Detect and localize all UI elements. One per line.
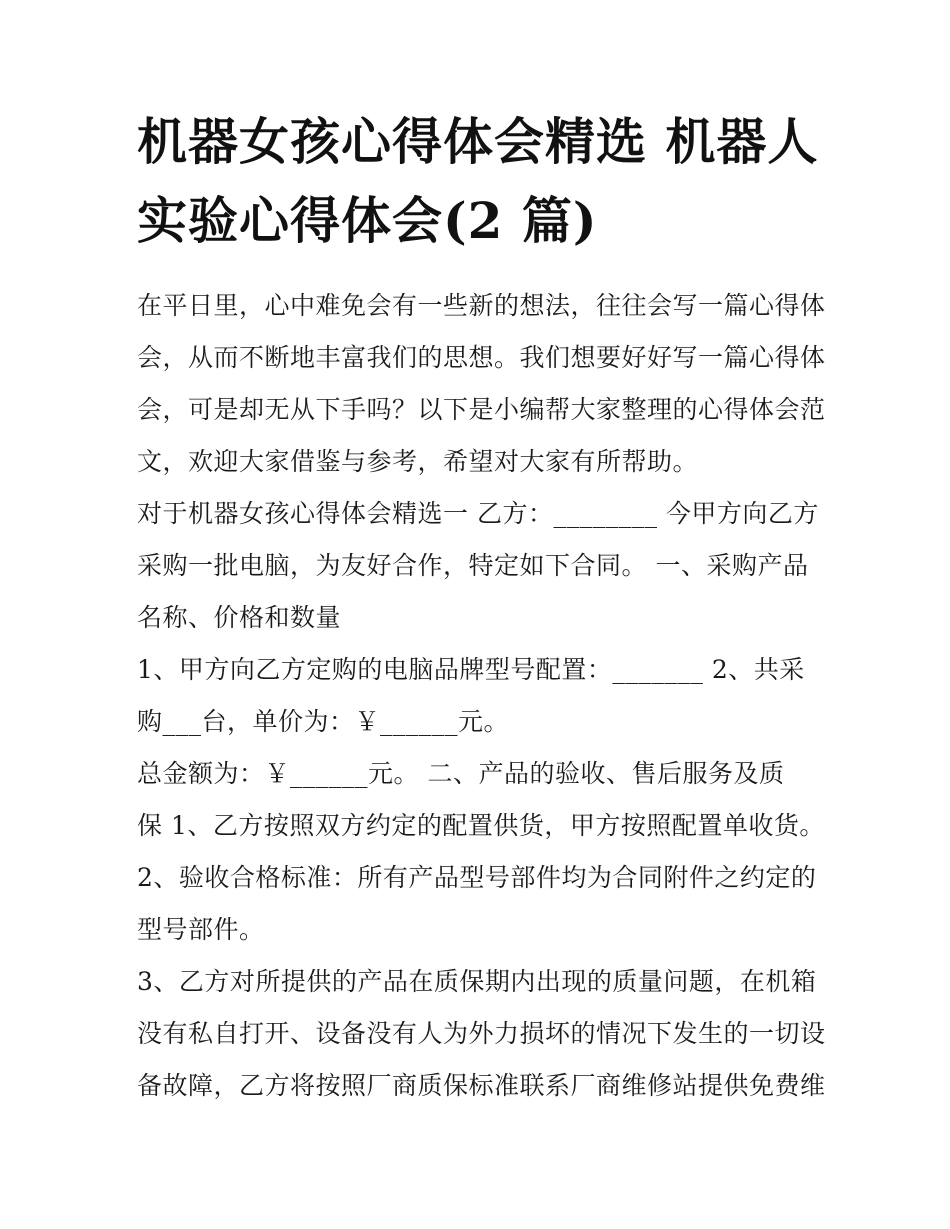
- body-line: 总金额为：￥______元。 二、产品的验收、售后服务及质: [137, 759, 785, 788]
- body-line: 会，从而不断地丰富我们的思想。我们想要好好写一篇心得体: [137, 343, 826, 372]
- body-line: 2、验收合格标准：所有产品型号部件均为合同附件之约定的: [137, 863, 817, 892]
- body-line: 会，可是却无从下手吗？以下是小编帮大家整理的心得体会范: [137, 395, 826, 424]
- title-line-2: 实验心得体会(2 篇): [137, 191, 598, 250]
- body-line: 对于机器女孩心得体会精选一 乙方：________ 今甲方向乙方: [137, 499, 819, 528]
- body-line: 没有私自打开、设备没有人为外力损坏的情况下发生的一切设: [137, 1019, 826, 1048]
- title-line-1: 机器女孩心得体会精选 机器人: [137, 112, 819, 171]
- body-line: 在平日里，心中难免会有一些新的想法，往往会写一篇心得体: [137, 291, 826, 320]
- body-line: 名称、价格和数量: [137, 603, 342, 632]
- body-line: 采购一批电脑，为友好合作，特定如下合同。 一、采购产品: [137, 551, 809, 580]
- body-line: 1、甲方向乙方定购的电脑品牌型号配置：_______ 2、共采: [137, 655, 805, 684]
- document-body: [137, 280, 837, 1112]
- body-line: 3、乙方对所提供的产品在质保期内出现的质量问题，在机箱: [137, 967, 817, 996]
- body-line: 保 1、乙方按照双方约定的配置供货，甲方按照配置单收货。: [137, 811, 825, 840]
- body-line: 购___台，单价为：￥______元。: [137, 707, 510, 736]
- body-line: 型号部件。: [137, 915, 265, 944]
- body-line: 备故障，乙方将按照厂商质保标准联系厂商维修站提供免费维: [137, 1071, 826, 1100]
- body-line: 文，欢迎大家借鉴与参考，希望对大家有所帮助。: [137, 447, 699, 476]
- document-title: [137, 102, 837, 260]
